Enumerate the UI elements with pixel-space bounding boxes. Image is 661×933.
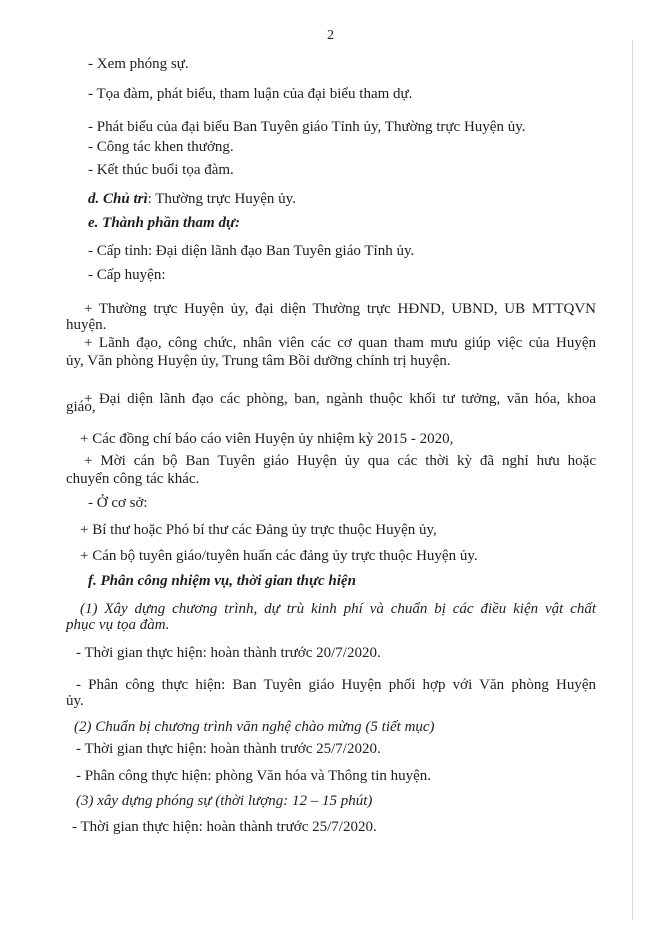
huyen-participant-5: + Mời cán bộ Ban Tuyên giáo Huyện ủy qua các thời kỳ đã nghỉ hưu hoặc [84,453,596,469]
cap-tinh: - Cấp tỉnh: Đại diện lãnh đạo Ban Tuyên giáo Tỉnh ủy. [88,243,415,259]
page-number: 2 [327,28,334,43]
huyen-participant-1-cont: huyện. [66,317,107,333]
agenda-item: - Tọa đàm, phát biểu, tham luận của đại biểu tham dự. [88,86,413,102]
section-f-heading: f. Phân công nhiệm vụ, thời gian thực hiện [88,573,356,589]
agenda-item: - Phát biểu của đại biểu Ban Tuyên giáo Tỉnh ủy, Thường trực Huyện ủy. [88,119,526,135]
huyen-participant-3-cont: giáo, [66,399,96,415]
task-2-time: - Thời gian thực hiện: hoàn thành trước 25/7/2020. [76,741,381,757]
section-e-heading: e. Thành phần tham dự: [88,215,240,231]
huyen-participant-2: + Lãnh đạo, công chức, nhân viên các cơ quan tham mưu giúp việc của Huyện [84,335,596,351]
task-1-time: - Thời gian thực hiện: hoàn thành trước 20/7/2020. [76,645,381,661]
task-3-time: - Thời gian thực hiện: hoàn thành trước 25/7/2020. [72,819,377,835]
cap-huyen: - Cấp huyện: [88,267,166,283]
co-so-participant-2: + Cán bộ tuyên giáo/tuyên huấn các đảng ủy trực thuộc Huyện ủy. [80,548,478,564]
task-2-assignment: - Phân công thực hiện: phòng Văn hóa và Thông tin huyện. [76,768,432,784]
section-d-text: : Thường trực Huyện ủy. [147,191,296,207]
agenda-item: - Xem phóng sự. [88,56,189,72]
huyen-participant-1: + Thường trực Huyện ủy, đại diện Thường trực HĐND, UBND, UB MTTQVN [84,301,596,317]
huyen-participant-5-cont: chuyển công tác khác. [66,471,200,487]
section-d [88,190,296,208]
task-1-assignment: - Phân công thực hiện: Ban Tuyên giáo Huyện phối hợp với Văn phòng Huyện [76,677,596,693]
task-2-title: (2) Chuẩn bị chương trình văn nghệ chào mừng (5 tiết mục) [74,719,435,735]
task-1-title-cont: phục vụ tọa đàm. [66,617,170,633]
task-1-assignment-cont: ủy. [66,693,84,709]
agenda-item: - Công tác khen thưởng. [88,139,234,155]
task-3-title: (3) xây dựng phóng sự (thời lượng: 12 – 15 phút) [76,793,373,809]
section-d-heading: d. Chủ trì [88,191,148,207]
huyen-participant-3: + Đại diện lãnh đạo các phòng, ban, ngành thuộc khối tư tưởng, văn hóa, khoa [84,391,596,407]
task-1-title: (1) Xây dựng chương trình, dự trù kinh phí và chuẩn bị các điều kiện vật chất [80,601,596,617]
scan-edge-line [632,40,633,920]
co-so-participant-1: + Bí thư hoặc Phó bí thư các Đảng ủy trực thuộc Huyện ủy, [80,522,437,538]
huyen-participant-2-cont: ủy, Văn phòng Huyện ủy, Trung tâm Bồi dưỡng chính trị huyện. [66,353,451,369]
agenda-item: - Kết thúc buổi tọa đàm. [88,162,234,178]
co-so: - Ở cơ sở: [88,495,148,511]
huyen-participant-4: + Các đồng chí báo cáo viên Huyện ủy nhiệm kỳ 2015 - 2020, [80,431,454,447]
